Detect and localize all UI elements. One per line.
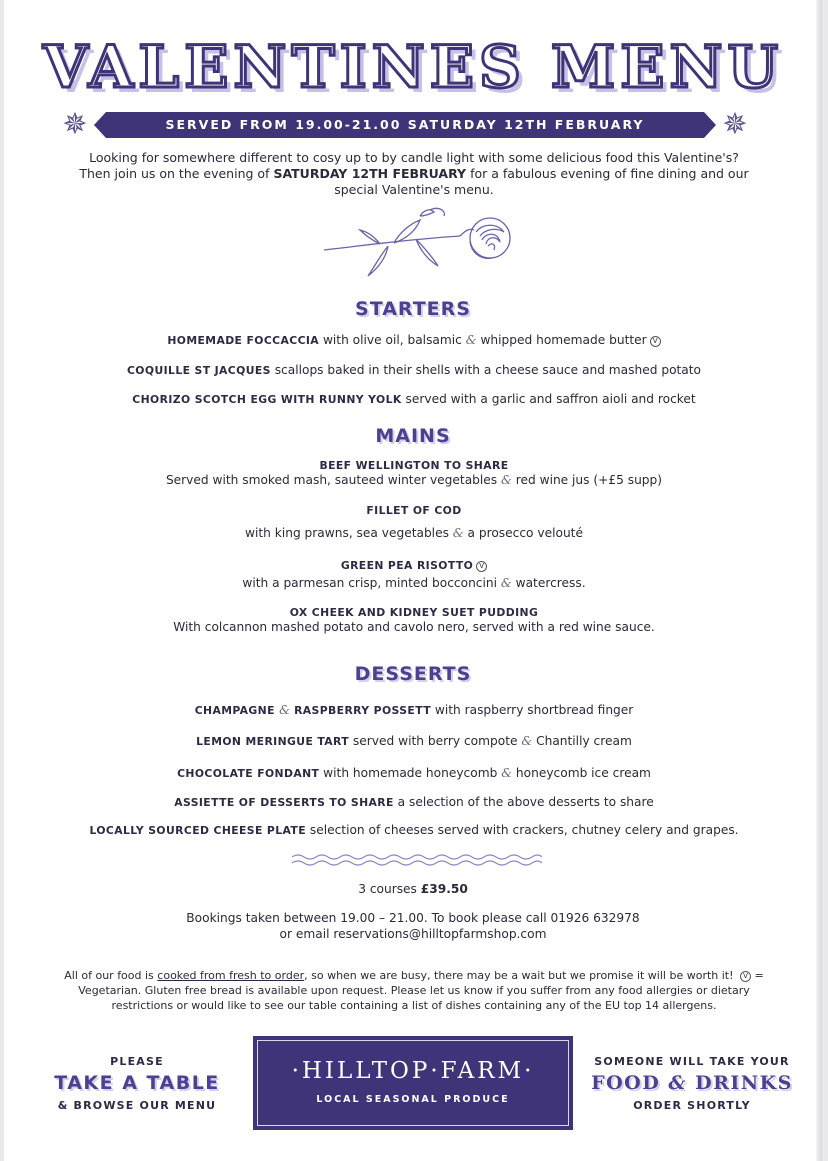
booking-email[interactable]: or email reservations@hilltopfarmshop.com (279, 927, 547, 941)
date-banner: SERVED FROM 19.00-21.00 SATURDAY 12TH FEBRUARY (106, 112, 704, 138)
mains-heading: MAINS (375, 425, 451, 447)
menu-item: ASSIETTE OF DESSERTS TO SHARE a selection of the above desserts to share (174, 795, 654, 809)
intro-line: Then join us on the evening of SATURDAY 12TH FEBRUARY for a fabulous evening of fine dining and our (79, 166, 749, 181)
booking-line: Bookings taken between 19.00 – 21.00. To book please call 01926 632978 (186, 911, 640, 925)
menu-item: CHORIZO SCOTCH EGG WITH RUNNY YOLK served with a garlic and saffron aioli and rocket (132, 392, 696, 406)
menu-item: LEMON MERINGUE TART served with berry compote & Chantilly cream (196, 734, 632, 748)
date-banner-row (60, 107, 750, 142)
vegetarian-icon: V (476, 561, 487, 572)
menu-item: COQUILLE ST JACQUES scallops baked in their shells with a cheese sauce and mashed potato (126, 363, 702, 377)
menu-item: HOMEMADE FOCCACCIA with olive oil, balsamic & whipped homemade butter V (34, 333, 794, 347)
menu-item: LOCALLY SOURCED CHEESE PLATE selection of cheeses served with crackers, chutney celery and grapes. (89, 823, 739, 837)
hilltop-farm-logo: ·HILLTOP·FARM· LOCAL SEASONAL PRODUCE (253, 1036, 573, 1130)
menu-item-name: FILLET OF COD (366, 504, 462, 517)
rose-illustration-icon (320, 206, 516, 286)
starters-heading: STARTERS (355, 298, 471, 320)
footer-right: SOMEONE WILL TAKE YOUR FOOD & DRINKS ORDER SHORTLY (591, 1055, 793, 1112)
wave-divider-icon (292, 853, 542, 867)
menu-page (4, 0, 822, 1161)
footer-left: PLEASE TAKE A TABLE & BROWSE OUR MENU (54, 1055, 220, 1112)
page-edge-shadow (816, 0, 822, 1161)
star-ornament-icon: ✵ (62, 107, 88, 142)
desserts-heading: DESSERTS (354, 663, 472, 685)
menu-item-desc: With colcannon mashed potato and cavolo nero, served with a red wine sauce. (173, 620, 655, 634)
vegetarian-icon: V (740, 971, 751, 982)
menu-item: CHOCOLATE FONDANT with homemade honeycomb & honeycomb ice cream (177, 766, 651, 780)
star-ornament-icon: ✵ (722, 107, 748, 142)
page-title: VALENTINES MENU (42, 33, 784, 101)
intro-text (74, 150, 754, 198)
menu-item: CHAMPAGNE & RASPBERRY POSSETT with raspberry shortbread finger (194, 703, 634, 717)
menu-item-desc: Served with smoked mash, sauteed winter vegetables & red wine jus (+£5 supp) (165, 473, 663, 487)
intro-line: special Valentine's menu. (334, 182, 494, 197)
intro-line: Looking for somewhere different to cosy up to by candle light with some delicious food this Valentine's? (89, 150, 739, 165)
menu-item-name: GREEN PEA RISOTTO V (34, 558, 794, 572)
set-price: 3 courses £39.50 (358, 882, 468, 896)
menu-item-desc: with king prawns, sea vegetables & a prosecco velouté (245, 526, 583, 540)
ampersand-glyph: & (465, 333, 477, 347)
vegetarian-icon: V (650, 336, 661, 347)
menu-item-desc: with a parmesan crisp, minted bocconcini & watercress. (242, 576, 586, 590)
menu-item-name: OX CHEEK AND KIDNEY SUET PUDDING (289, 606, 539, 619)
allergy-notice: All of our food is cooked from fresh to order, so when we are busy, there may be a wait but we promise it will be worth it! V = Vegetarian. Gluten free bread is available upon request. Please let us know if you suffer from any food allergies or dietary restrictions or would like to see our table containing a list of dishes containing any of the EU top 14 allergens. (64, 969, 764, 1012)
menu-item-name: BEEF WELLINGTON TO SHARE (319, 459, 509, 472)
booking-info (4, 910, 822, 942)
